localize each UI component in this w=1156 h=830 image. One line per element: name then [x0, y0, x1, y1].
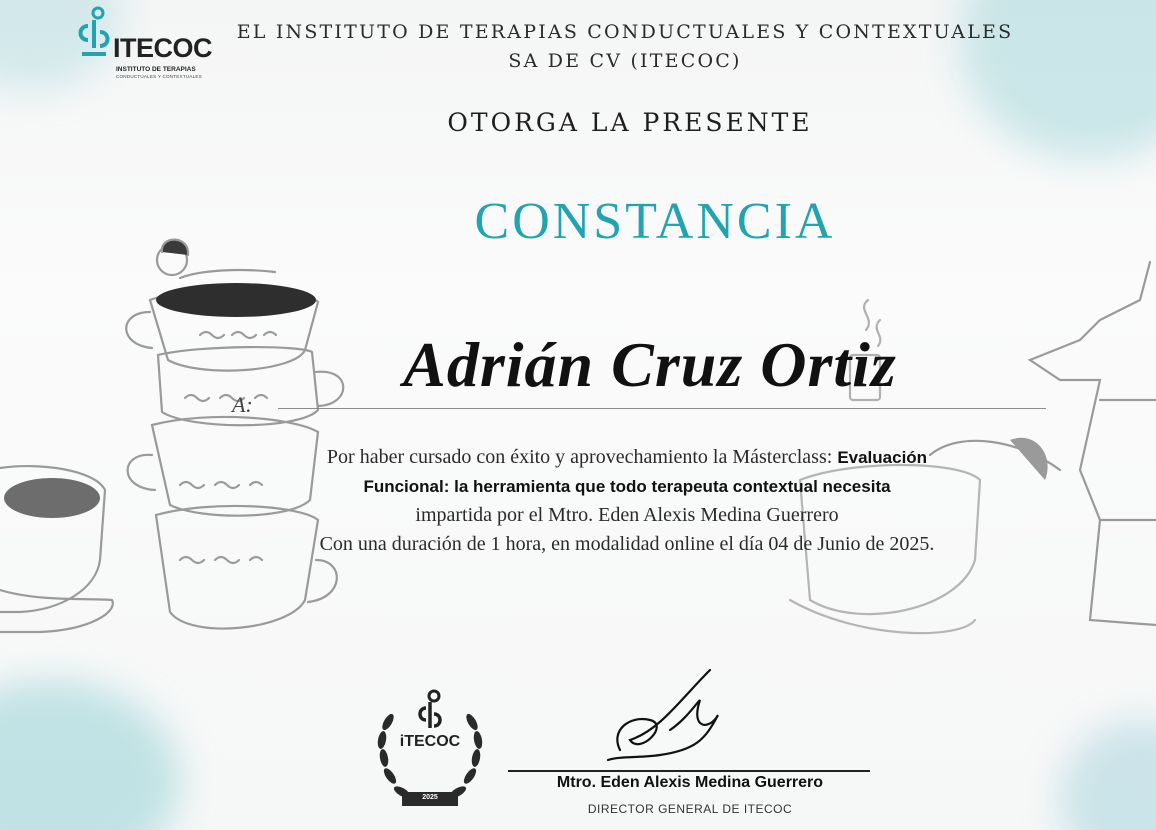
- certificate-body: [232, 443, 1022, 559]
- signer-role: DIRECTOR GENERAL DE ITECOC: [587, 802, 793, 816]
- handwritten-signature: [600, 660, 760, 770]
- issuer-line-2: SA DE CV (ITECOC): [508, 50, 742, 72]
- certificate-title: CONSTANCIA: [474, 193, 836, 250]
- body-line-2: [232, 472, 1022, 501]
- course-title-word: Funcional: [363, 477, 444, 496]
- issuer-heading: [230, 18, 1020, 76]
- itecoc-logo-icon: [74, 4, 114, 62]
- recipient-prefix: A:: [232, 392, 253, 417]
- issuer-line-1: EL INSTITUTO DE TERAPIAS CONDUCTUALES Y CONTEXTUALES: [236, 21, 1014, 43]
- course-title-rest: : la herramienta que todo terapeuta contextual necesita: [443, 477, 891, 496]
- body-intro: Por haber cursado con éxito y aprovechamiento la Másterclass:: [326, 446, 833, 468]
- signature-line: [508, 770, 870, 772]
- seal-year: 2025: [422, 794, 438, 801]
- recipient-underline: [278, 408, 1046, 409]
- recipient-name: Adrián Cruz Ortiz: [403, 329, 897, 400]
- logo-wordmark: ITECOC: [113, 33, 213, 63]
- logo-subtitle: INSTITUTO DE TERAPIAS: [116, 66, 196, 73]
- signer-name: Mtro. Eden Alexis Medina Guerrero: [556, 774, 824, 791]
- grant-text: OTORGA LA PRESENTE: [447, 108, 813, 137]
- body-line-4: Con una duración de 1 hora, en modalidad online el día 04 de Junio de 2025.: [319, 533, 935, 555]
- seal-brand: iTECOC: [399, 733, 461, 750]
- body-line-1: [232, 443, 1022, 472]
- logo-subtitle-secondary: CONDUCTUALES Y CONTEXTUALES: [116, 74, 202, 79]
- course-title-start: Evaluación: [837, 448, 928, 467]
- body-line-3: impartida por el Mtro. Eden Alexis Medina Guerrero: [415, 504, 839, 526]
